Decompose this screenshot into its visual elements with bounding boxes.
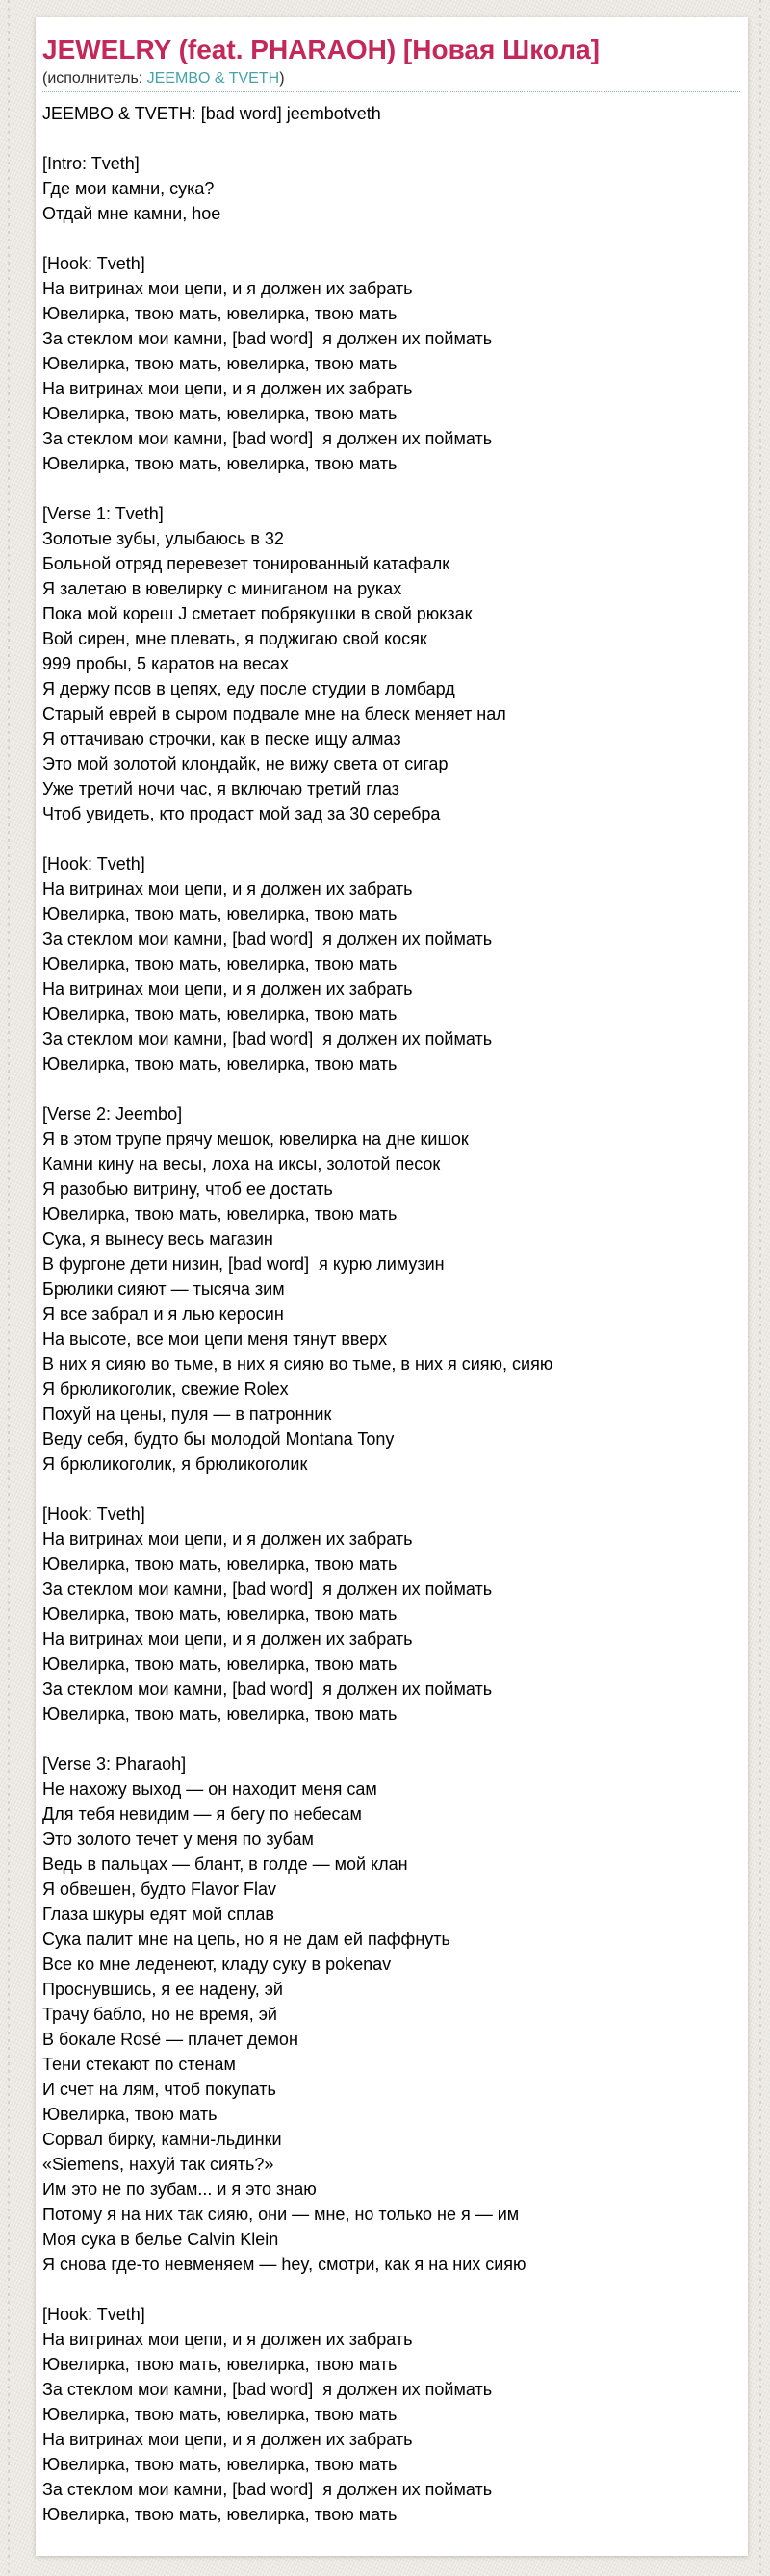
- lyric-line: 999 пробы, 5 каратов на весах: [42, 654, 289, 673]
- lyric-line: Я разобью витрину, чтоб ее достать: [42, 1179, 333, 1199]
- lyric-line: На витринах мои цепи, и я должен их забрать: [42, 2330, 413, 2349]
- lyric-line: За стеклом мои камни, [bad word] я должен их поймать: [42, 1029, 493, 1048]
- lyric-line: Старый еврей в сыром подвале мне на блеск меняет нал: [42, 704, 506, 723]
- lyric-line: На витринах мои цепи, и я должен их забрать: [42, 979, 413, 998]
- lyric-line: Больной отряд перевезет тонированный катафалк: [42, 554, 450, 573]
- lyric-line: Не нахожу выход — он находит меня сам: [42, 1780, 377, 1799]
- lyric-line: [Verse 2: Jeembo]: [42, 1104, 183, 1124]
- lyric-line: Тени стекают по стенам: [42, 2055, 236, 2074]
- lyric-line: За стеклом мои камни, [bad word] я должен их поймать: [42, 1679, 493, 1699]
- lyric-line: За стеклом мои камни, [bad word] я должен их поймать: [42, 329, 493, 348]
- lyric-line: Сорвал бирку, камни-льдинки: [42, 2130, 282, 2149]
- lyric-line: Им это не по зубам... и я это знаю: [42, 2180, 317, 2199]
- lyric-line: Чтоб увидеть, кто продаст мой зад за 30 серебра: [42, 804, 441, 823]
- performer-artist-link[interactable]: JEEMBO & TVETH: [146, 70, 280, 87]
- lyric-line: Ювелирка, твою мать, ювелирка, твою мать: [42, 2455, 398, 2474]
- lyric-line: За стеклом мои камни, [bad word] я должен их поймать: [42, 1579, 493, 1599]
- lyrics-card: [36, 17, 748, 2556]
- lyric-line: Ювелирка, твою мать, ювелирка, твою мать: [42, 2405, 398, 2424]
- lyric-line: [42, 1076, 740, 1101]
- lyric-line: Я все забрал и я лью керосин: [42, 1304, 284, 1324]
- lyric-line: Это мой золотой клондайк, не вижу света от сигар: [42, 754, 449, 773]
- lyric-line: [42, 826, 740, 851]
- lyric-line: Ювелирка, твою мать, ювелирка, твою мать: [42, 2505, 398, 2524]
- lyric-line: [42, 126, 740, 151]
- lyric-line: [Intro: Tveth]: [42, 154, 140, 173]
- lyric-line: [Hook: Tveth]: [42, 2305, 145, 2324]
- lyric-line: Уже третий ночи час, я включаю третий глаз: [42, 779, 399, 798]
- lyric-line: За стеклом мои камни, [bad word] я должен их поймать: [42, 2480, 493, 2499]
- lyric-line: На витринах мои цепи, и я должен их забрать: [42, 2430, 413, 2449]
- background-texture-line-left: [8, 0, 10, 2576]
- lyric-line: Ювелирка, твою мать, ювелирка, твою мать: [42, 354, 398, 373]
- lyric-line: В фургоне дети низин, [bad word] я курю лимузин: [42, 1254, 445, 1274]
- lyric-line: Где мои камни, сука?: [42, 179, 215, 198]
- lyric-line: Проснувшись, я ее надену, эй: [42, 1980, 283, 1999]
- lyric-line: Сука палит мне на цепь, но я не дам ей паффнуть: [42, 1930, 450, 1949]
- lyric-line: На высоте, все мои цепи меня тянут вверх: [42, 1329, 388, 1349]
- lyric-line: [42, 476, 740, 501]
- lyric-line: Вой сирен, мне плевать, я поджигаю свой косяк: [42, 629, 427, 648]
- lyric-line: Похуй на цены, пуля — в патронник: [42, 1404, 332, 1424]
- lyric-line: Я обвешен, будто Flavor Flav: [42, 1880, 276, 1899]
- lyric-line: В бокале Rosé — плачет демон: [42, 2030, 298, 2049]
- lyric-line: Ювелирка, твою мать, ювелирка, твою мать: [42, 1004, 398, 1023]
- lyric-line: Ювелирка, твою мать, ювелирка, твою мать: [42, 404, 398, 423]
- background-texture-line-right: [759, 0, 761, 2576]
- lyric-line: Золотые зубы, улыбаюсь в 32: [42, 529, 284, 548]
- lyric-line: [Verse 1: Tveth]: [42, 504, 164, 523]
- lyric-line: Я держу псов в цепях, еду после студии в ломбард: [42, 679, 455, 698]
- lyric-line: Брюлики сияют — тысяча зим: [42, 1279, 285, 1299]
- lyric-line: Ювелирка, твою мать, ювелирка, твою мать: [42, 904, 398, 923]
- lyric-line: Ювелирка, твою мать, ювелирка, твою мать: [42, 1054, 398, 1073]
- lyric-line: «Siemens, нахуй так сиять?»: [42, 2155, 274, 2174]
- lyric-line: Я оттачиваю строчки, как в песке ищу алмаз: [42, 729, 401, 748]
- lyric-line: На витринах мои цепи, и я должен их забрать: [42, 1529, 413, 1549]
- lyric-line: Ювелирка, твою мать, ювелирка, твою мать: [42, 1204, 398, 1224]
- lyric-line: Ювелирка, твою мать, ювелирка, твою мать: [42, 454, 398, 473]
- lyric-line: Ведь в пальцах — блант, в голде — мой клан: [42, 1855, 408, 1874]
- lyric-line: И счет на лям, чтоб покупать: [42, 2080, 276, 2099]
- lyric-line: На витринах мои цепи, и я должен их забрать: [42, 379, 413, 398]
- lyric-line: [42, 1727, 740, 1752]
- lyric-line: Отдай мне камни, hoe: [42, 204, 221, 223]
- lyric-line: [Hook: Tveth]: [42, 254, 145, 273]
- lyric-line: Глаза шкуры едят мой сплав: [42, 1905, 274, 1924]
- lyric-line: [Hook: Tveth]: [42, 854, 145, 873]
- lyric-line: [Verse 3: Pharaoh]: [42, 1755, 187, 1774]
- lyric-line: Все ко мне леденеют, кладу суку в pokenav: [42, 1955, 392, 1974]
- lyric-line: Сука, я вынесу весь магазин: [42, 1229, 273, 1249]
- lyric-line: Ювелирка, твою мать, ювелирка, твою мать: [42, 1554, 398, 1574]
- lyric-line: Веду себя, будто бы молодой Montana Tony: [42, 1429, 395, 1449]
- lyric-line: Пока мой кореш J сметает побрякушки в свой рюкзак: [42, 604, 473, 623]
- lyric-line: [42, 2277, 740, 2302]
- performer-label: (исполнитель:: [42, 70, 147, 87]
- lyric-line: Ювелирка, твою мать, ювелирка, твою мать: [42, 1705, 398, 1724]
- lyric-line: Я снова где-то невменяем — hey, смотри, как я на них сияю: [42, 2255, 526, 2274]
- lyric-line: На витринах мои цепи, и я должен их забрать: [42, 279, 413, 298]
- lyric-line: Ювелирка, твою мать, ювелирка, твою мать: [42, 1604, 398, 1624]
- performer-line: [42, 70, 740, 92]
- lyric-line: Ювелирка, твою мать: [42, 2105, 218, 2124]
- lyric-line: Я в этом трупе прячу мешок, ювелирка на дне кишок: [42, 1129, 469, 1149]
- lyric-line: За стеклом мои камни, [bad word] я должен их поймать: [42, 2380, 493, 2399]
- lyric-line: Ювелирка, твою мать, ювелирка, твою мать: [42, 1654, 398, 1674]
- lyric-line: Потому я на них так сияю, они — мне, но только не я — им: [42, 2205, 520, 2224]
- page-title: JEWELRY (feat. PHARAOH) [Новая Школа]: [42, 35, 600, 64]
- lyrics-text: [42, 101, 740, 2527]
- lyric-line: [Hook: Tveth]: [42, 1504, 145, 1524]
- lyric-line: Я брюликоголик, свежие Rolex: [42, 1379, 289, 1399]
- lyric-line: Моя сука в белье Calvin Klein: [42, 2230, 279, 2249]
- lyric-line: В них я сияю во тьме, в них я сияю во тьме, в них я сияю, сияю: [42, 1354, 553, 1374]
- lyric-line: На витринах мои цепи, и я должен их забрать: [42, 879, 413, 898]
- lyric-line: [42, 226, 740, 251]
- lyric-line: Ювелирка, твою мать, ювелирка, твою мать: [42, 304, 398, 323]
- lyric-line: Для тебя невидим — я бегу по небесам: [42, 1805, 362, 1824]
- lyric-line: На витринах мои цепи, и я должен их забрать: [42, 1629, 413, 1649]
- lyric-line: Я залетаю в ювелирку с миниганом на руках: [42, 579, 402, 598]
- lyric-line: Ювелирка, твою мать, ювелирка, твою мать: [42, 954, 398, 973]
- lyric-line: Ювелирка, твою мать, ювелирка, твою мать: [42, 2355, 398, 2374]
- lyric-line: Камни кину на весы, лоха на иксы, золотой песок: [42, 1154, 441, 1174]
- performer-label-suffix: ): [279, 70, 285, 87]
- lyric-line: Трачу бабло, но не время, эй: [42, 2005, 277, 2024]
- lyric-line: Это золото течет у меня по зубам: [42, 1830, 314, 1849]
- lyric-line: Я брюликоголик, я брюликоголик: [42, 1454, 308, 1474]
- lyric-line: За стеклом мои камни, [bad word] я должен их поймать: [42, 929, 493, 948]
- lyric-line: [42, 1477, 740, 1502]
- lyric-line: За стеклом мои камни, [bad word] я должен их поймать: [42, 429, 493, 448]
- lyric-line: JEEMBO & TVETH: [bad word] jeembotveth: [42, 104, 381, 123]
